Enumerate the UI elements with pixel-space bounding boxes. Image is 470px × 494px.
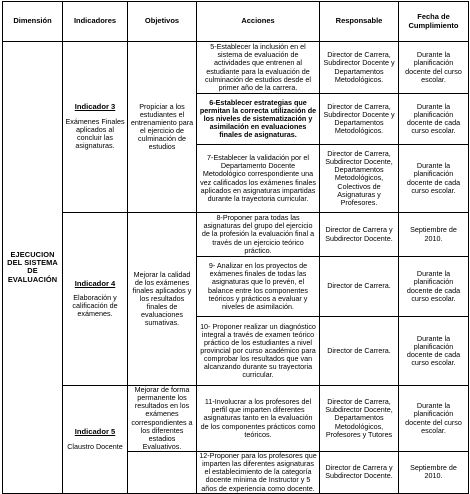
indicator-cell <box>63 386 128 494</box>
action-cell: 5-Establecer la inclusión en el sistema de evaluación de actividades que entrenen al estudiante para la evaluación de culminación de estudios desde el primer año de la carrera. <box>197 42 320 94</box>
deadline-cell: Durante la planificación docente de cada curso escolar. <box>399 94 469 145</box>
deadline-cell: Durante la planificación docente de cada curso escolar. <box>399 317 469 386</box>
header-deadline: Fecha de Cumplimiento <box>399 2 469 42</box>
dimension-cell: EJECUCION DEL SISTEMA DE EVALUACIÓN <box>3 42 63 494</box>
evaluation-plan-table <box>2 1 469 494</box>
action-cell: 8-Proponer para todas las asignaturas del grupo del ejercicio de la profesión la evaluación final a través de un ejercicio teórico práctico. <box>197 213 320 257</box>
responsible-cell: Director de Carrera y Subdirector Docente. <box>320 213 399 257</box>
indicator-cell <box>63 213 128 386</box>
header-indicators: Indicadores <box>63 2 128 42</box>
responsible-cell: Director de Carrera, Subdirector Docente, Departamentos Metodológicos, Colectivos de Asignaturas y Profesores. <box>320 145 399 213</box>
header-actions: Acciones <box>197 2 320 42</box>
header-responsible: Responsable <box>320 2 399 42</box>
empty-objective-cell <box>128 452 197 494</box>
responsible-cell: Director de Carrera. <box>320 257 399 317</box>
responsible-cell: Director de Carrera. <box>320 317 399 386</box>
responsible-cell: Director de Carrera, Subdirector Docente, Departamentos Metodológicos, Profesores y Tutores <box>320 386 399 452</box>
action-cell: 12-Proponer para los profesores que imparten las diferentes asignaturas el establecimiento de la categoría docente mínima de Instructor y 5 años de experiencia como docente. <box>197 452 320 494</box>
deadline-cell: Septiembre de 2010. <box>399 452 469 494</box>
table-row <box>3 386 469 452</box>
deadline-cell: Durante la planificación docente del curso escolar. <box>399 42 469 94</box>
action-cell: 10- Proponer realizar un diagnóstico integral a través de examen teórico práctico de los estudiantes a nivel provincial por curso académico para comprobar los resultados que van alcanzando durante su trayectoria curricular. <box>197 317 320 386</box>
indicator-title: Indicador 3 <box>74 102 116 112</box>
indicator-cell <box>63 42 128 213</box>
objective-cell: Propiciar a los estudiantes el entrenamiento para el ejercicio de culminación de estudios <box>128 42 197 213</box>
indicator-description: Claustro Docente <box>67 441 123 451</box>
responsible-cell: Director de Carrera y Subdirector Docente. <box>320 452 399 494</box>
deadline-cell: Septiembre de 2010. <box>399 213 469 257</box>
responsible-cell: Director de Carrera, Subdirector Docente y Departamentos Metodológicos. <box>320 94 399 145</box>
indicator-description: Exámenes Finales aplicados al concluir las asignaturas. <box>65 117 125 151</box>
action-cell: 7-Establecer la validación por el Departamento Docente Metodológico correspondiente una vez calificados los exámenes finales aplicados en asignaturas impartidas durante la trayectoria curricular. <box>197 145 320 213</box>
objective-cell: Mejorar la calidad de los exámenes finales aplicados y los resultados finales de evaluaciones sumativas. <box>128 213 197 386</box>
table-row <box>3 42 469 94</box>
indicator-title: Indicador 4 <box>74 278 116 288</box>
indicator-title: Indicador 5 <box>74 426 116 436</box>
header-dimension: Dimensión <box>3 2 63 42</box>
indicator-description: Elaboración y calificación de exámenes. <box>72 293 118 319</box>
deadline-cell: Durante la planificación docente de cada curso escolar. <box>399 145 469 213</box>
deadline-cell: Durante la planificación docente de cada curso escolar. <box>399 257 469 317</box>
header-row <box>3 2 469 42</box>
header-objectives: Objetivos <box>128 2 197 42</box>
action-cell: 9- Analizar en los proyectos de exámenes finales de todas las asignaturas que lo prevén, el balance entre los componentes teóricos y prácticos a evaluar y niveles de asimilación. <box>197 257 320 317</box>
objective-cell: Mejorar de forma permanente los resultados en los exámenes correspondientes a los diferentes estadios Evaluativos. <box>128 386 197 452</box>
action-cell: 6-Establecer estrategias que permitan la correcta utilización de los niveles de sistematización y asimilación en evaluaciones finales de asignaturas. <box>197 94 320 145</box>
table-row <box>3 213 469 257</box>
action-cell: 11-Involucrar a los profesores del perfil que imparten diferentes asignaturas tanto en la evaluación de los componentes prácticos como teóricos. <box>197 386 320 452</box>
responsible-cell: Director de Carrera, Subdirector Docente y Departamentos Metodológicos. <box>320 42 399 94</box>
deadline-cell: Durante la planificación docente del curso escolar. <box>399 386 469 452</box>
